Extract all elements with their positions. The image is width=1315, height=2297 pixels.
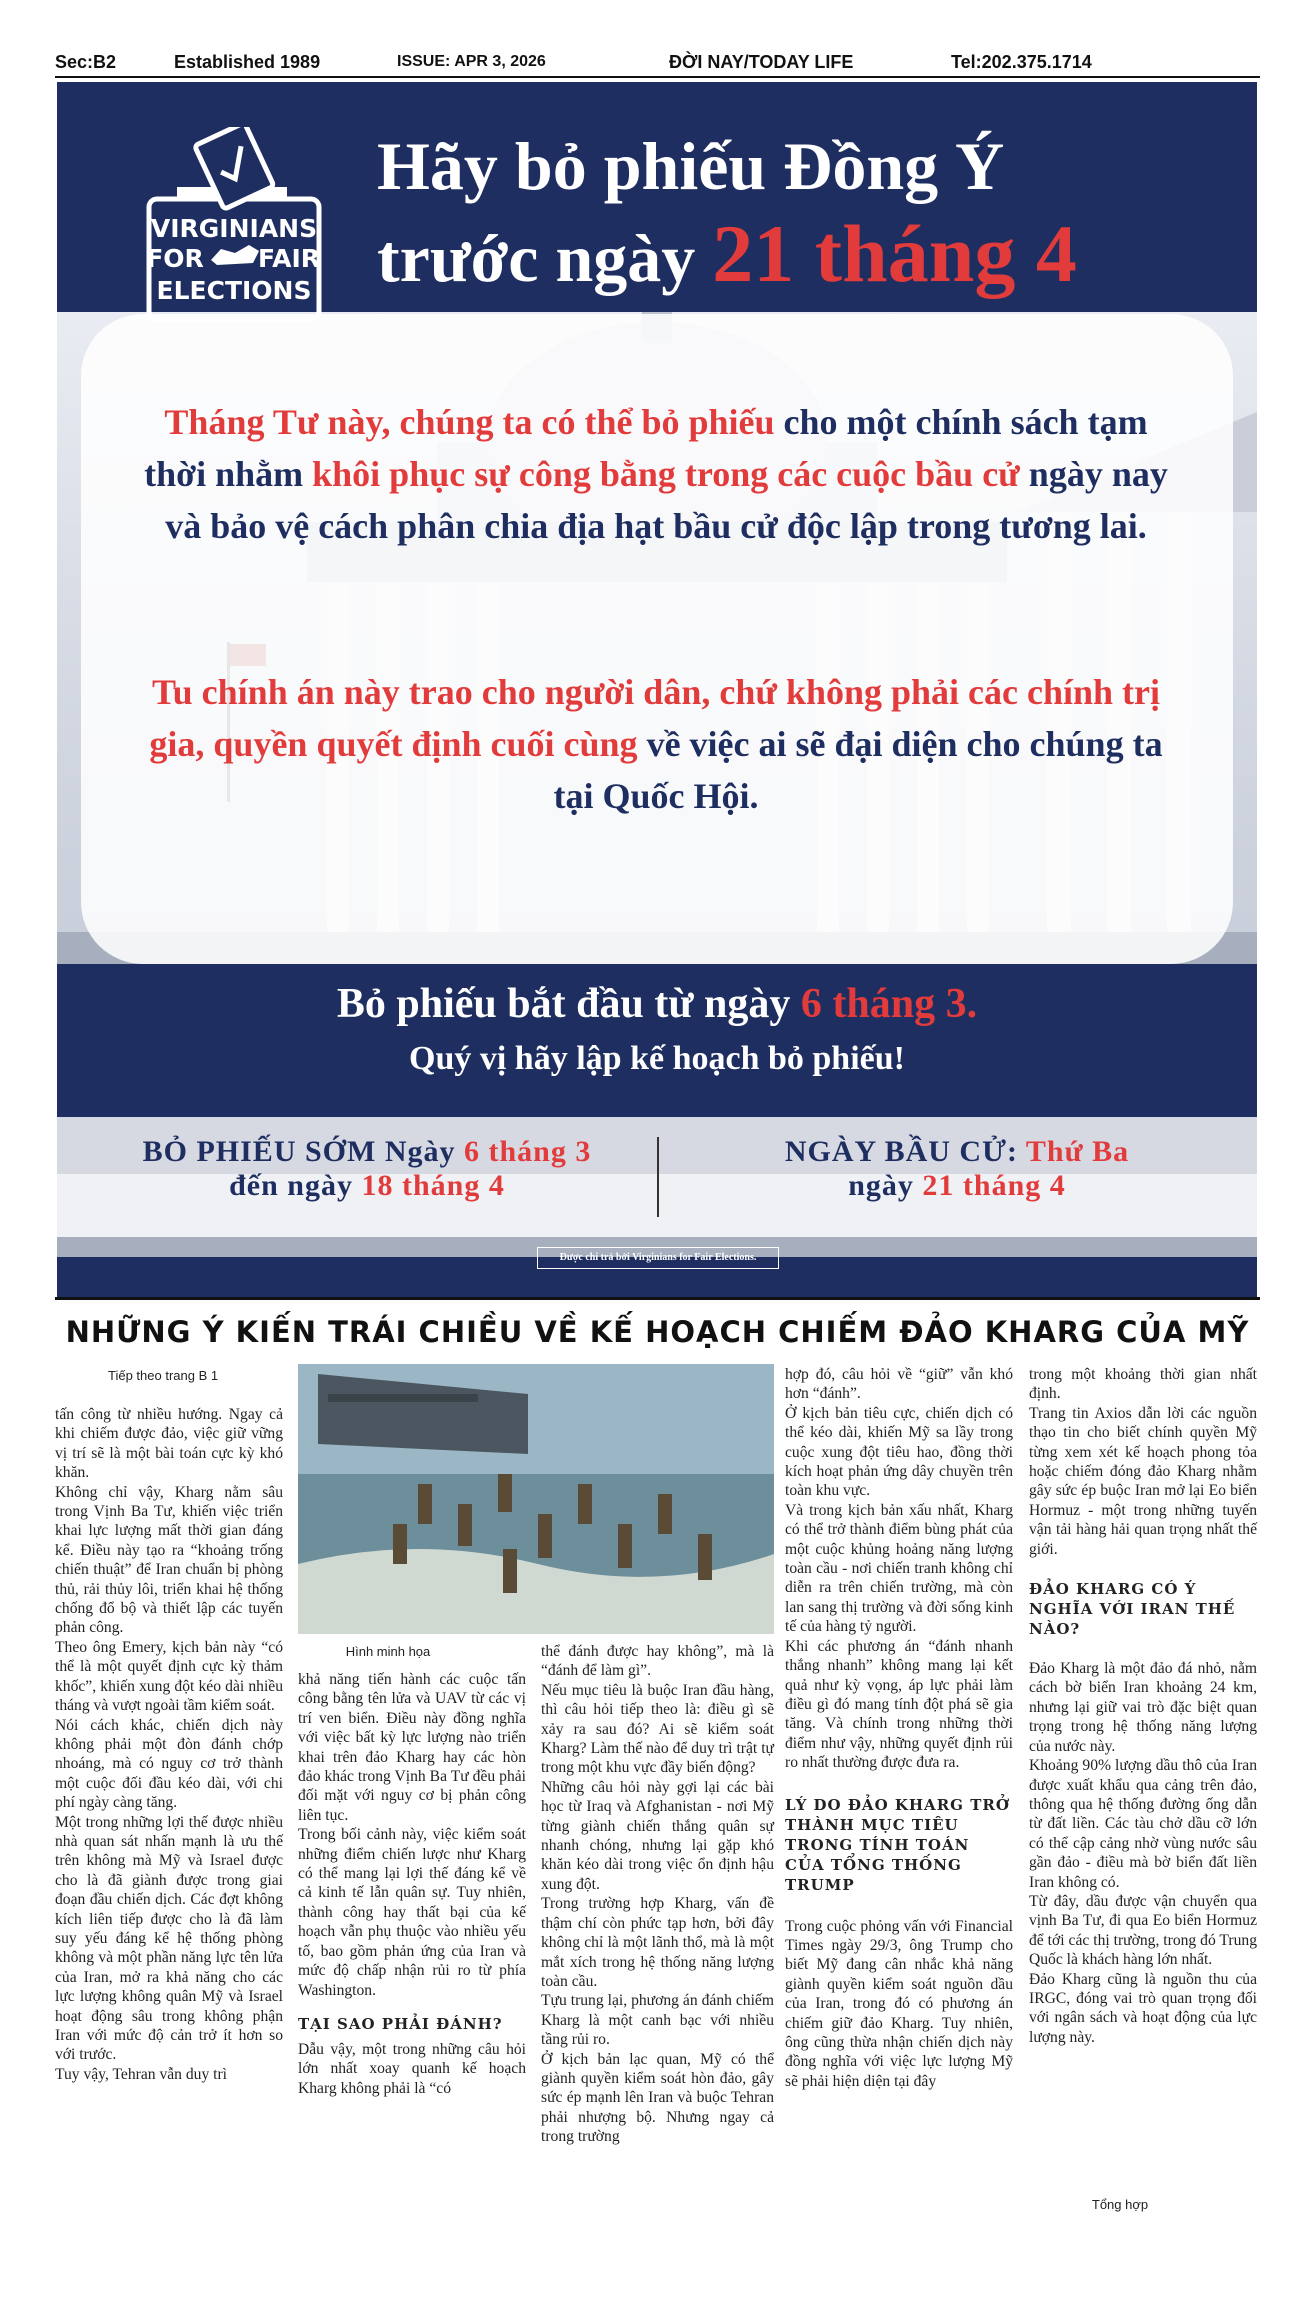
paragraph: Tựu trung lại, phương án đánh chiếm Kharg là một canh bạc với nhiều tầng rủi ro. <box>541 1992 774 2049</box>
vote-start-text: Bỏ phiếu bắt đầu từ ngày <box>336 981 801 1027</box>
paragraph: Trong cuộc phỏng vấn với Financial Times ngày 29/3, ông Trump cho biết Mỹ đang cân nhắc khả năng giành quyền kiểm soát nguồn dầu của Iran, trong đó có phương án chiếm giữ đảo Kharg. Tuy nhiên, ông cũng thừa nhận chiến dịch này đồng nghĩa với việc lực lượng Mỹ sẽ phải hiện diện tại đây <box>785 1917 1013 2090</box>
paragraph: Một trong những lợi thế được nhiều nhà quan sát nhấn mạnh là ưu thế trên không mà Mỹ và Israel được cho là đã giành được trong giai đoạn đầu chiến dịch. Các đợt không kích liên tiếp được cho là đã làm suy yếu đáng kể hệ thống phòng không và một phần năng lực tên lửa của Iran, mở ra khả năng cho các lực lượng không quân Mỹ và Israel hoạt động sâu trong không phận Iran với mức độ cản trở ít hơn so với trước. <box>55 1813 283 2064</box>
paragraph: Ở kịch bản lạc quan, Mỹ có thể giành quyền kiểm soát hòn đảo, gây sức ép mạnh lên Iran và buộc Tehran phải nhượng bộ. Nhưng ngay cả trong trường <box>541 2050 774 2146</box>
paid-for-notice: Được chi trả bởi Virginians for Fair Elections. <box>537 1247 779 1269</box>
logo-line-3: ELECTIONS <box>156 276 312 305</box>
article-column-1 <box>55 1405 283 2084</box>
article-headline: NHỮNG Ý KIẾN TRÁI CHIỀU VỀ KẾ HOẠCH CHIẾM ĐẢO KHARG CỦA MỸ <box>65 1315 1250 1349</box>
ad-title-line-1: Hãy bỏ phiếu Đồng Ý <box>377 128 1005 204</box>
paragraph: Dẫu vậy, một trong những câu hỏi lớn nhất xoay quanh kế hoạch Kharg không phải là “có <box>298 2040 526 2097</box>
article-column-2 <box>298 1670 526 2098</box>
p1-run-2: khôi phục sự công bằng trong các cuộc bầu cử <box>312 454 1020 494</box>
plan-text: Quý vị hãy lập kế hoạch bỏ phiếu! <box>409 1040 905 1077</box>
vote-start-date: 6 tháng 3. <box>800 981 978 1027</box>
established-label: Established 1989 <box>174 52 321 72</box>
ad-title-line-2: trước ngày <box>377 220 713 296</box>
paragraph: Khi các phương án “đánh nhanh thắng nhanh” không mang lại kết quả như kỳ vọng, áp lực phải làm điều gì đó mang tính đột phá sẽ gia tăng. Và chính trong những thời điểm như vậy, những quyết định rủi ro nhất thường được đưa ra. <box>785 1637 1013 1772</box>
logo-line-1: VIRGINIANS <box>150 214 318 243</box>
paragraph: khả năng tiến hành các cuộc tấn công bằng tên lửa và UAV từ các vị trí ven biển. Điều này đồng nghĩa với việc bất kỳ lực lượng nào triển khai trên đảo Kharg hay các hòn đảo khác trong Vịnh Ba Tư đều phải đối mặt với nguy cơ bị phản công liên tục. <box>298 1671 526 1824</box>
article-column-3 <box>541 1642 774 2147</box>
logo-line-2a: FOR <box>146 244 204 273</box>
message-paragraph-1 <box>141 396 1171 552</box>
early-voting: BỎ PHIẾU SỚM Ngày 6 tháng 3 đến ngày 18 tháng 4 <box>142 1135 592 1202</box>
paragraph: Không chỉ vậy, Kharg nằm sâu trong Vịnh Ba Tư, khiến việc triển khai lực lượng mất thời gian đáng kể. Điều này tạo ra “khoảng trống chiến thuật” để Iran chuẩn bị phòng thủ, rải thủy lôi, triển khai hệ thống chống đổ bộ và thiết lập các tuyến phản công. <box>55 1483 283 1637</box>
election-day: NGÀY BẦU CỬ: Thứ Ba ngày 21 tháng 4 <box>784 1135 1130 1202</box>
subheading-why-fight: TẠI SAO PHẢI ĐÁNH? <box>298 2014 503 2033</box>
article-photo <box>298 1364 774 1634</box>
election-weekday: Thứ Ba <box>1017 1135 1130 1168</box>
logo-line-2b: FAIR <box>257 244 321 273</box>
header-rule <box>55 76 1260 78</box>
virginia-shape-icon <box>211 245 259 265</box>
p2-run-1: về việc ai sẽ đại diện cho chúng ta tại Quốc Hội. <box>553 724 1163 816</box>
ad-deadline: 21 tháng 4 <box>712 208 1077 299</box>
p2-run-0: Tu chính án này trao cho người dân, chứ không phải các chính trị gia, quyền quyết định cuối cùng <box>149 672 1161 764</box>
date-panel <box>57 1117 1257 1237</box>
section-label: Sec:B2 <box>55 52 117 72</box>
article-column-4 <box>785 1365 1013 2091</box>
virginians-logo <box>127 127 337 327</box>
photo-caption: Hình minh họa <box>345 1644 431 1659</box>
paragraph: Từ đây, dầu được vận chuyển qua vịnh Ba Tư, đi qua Eo biển Hormuz để tới các thị trường, trong đó Trung Quốc là khách hàng lớn nhất. <box>1029 1892 1257 1969</box>
paragraph: Đảo Kharg là một đảo đá nhỏ, nằm cách bờ biển Iran khoảng 24 km, nhưng lại giữ vai trò đặc biệt quan trọng trong hệ thống năng lượng của nước này. <box>1029 1660 1257 1755</box>
section-rule <box>55 1297 1260 1300</box>
election-day-label: NGÀY BẦU CỬ: <box>784 1135 1018 1168</box>
date-divider <box>657 1137 659 1217</box>
paragraph: Trang tin Axios dẫn lời các nguồn thạo tin cho biết chính quyền Mỹ từng xem xét kế hoạch phong tỏa hoặc chiếm đóng đảo Kharg nhằm gây sức ép buộc Iran mở lại Eo biển Hormuz - một trong những tuyến vận tải hàng hải quan trọng nhất thế giới. <box>1029 1404 1257 1558</box>
paragraph: tấn công từ nhiều hướng. Ngay cả khi chiếm được đảo, việc giữ vững vị trí sẽ là một bài toán cực kỳ khó khăn. <box>55 1406 283 1482</box>
paragraph: trong một khoảng thời gian nhất định. <box>1029 1366 1257 1403</box>
message-panel <box>81 314 1233 964</box>
paragraph: Nếu mục tiêu là buộc Iran đầu hàng, thì câu hỏi tiếp theo là: điều gì sẽ xảy ra sau đó? Ai sẽ kiểm soát Kharg? Làm thế nào để duy trì trật tự trong một khu vực đầy biến động? <box>541 1681 774 1777</box>
p1-run-1: cho một chính sách tạm thời nhằm <box>144 402 1148 494</box>
paragraph: Đảo Kharg cũng là nguồn thu của IRGC, đóng vai trò quan trọng đối với ngân sách và hoạt động của lực lượng này. <box>1029 1970 1257 2046</box>
paragraph: Nói cách khác, chiến dịch này không phải một đòn đánh chớp nhoáng, mà có nguy cơ trở thành một cuộc đối đầu kéo dài, với chi phí ngày càng tăng. <box>55 1716 283 1812</box>
p1-run-3: ngày nay và bảo vệ cách phân chia địa hạt bầu cử độc lập trong tương lai. <box>165 454 1168 546</box>
election-date: 21 tháng 4 <box>922 1169 1066 1202</box>
paragraph: Tuy vậy, Tehran vẫn duy trì <box>55 2065 228 2083</box>
phone-number: Tel:202.375.1714 <box>951 52 1092 72</box>
early-label: BỎ PHIẾU SỚM <box>142 1135 377 1168</box>
subheading-kharg-target: LÝ DO ĐẢO KHARG TRỞ THÀNH MỤC TIÊU TRONG TÍNH TOÁN CỦA TỔNG THỐNG TRUMP <box>785 1795 1010 1894</box>
paragraph: Trong bối cảnh này, việc kiểm soát những điểm chiến lược như Kharg có thể mang lại lợi thế đáng kể về cả kinh tế lẫn quân sự. Tuy nhiên, thành công hay thất bại của kế hoạch vẫn phụ thuộc vào nhiều yếu tố, bao gồm phản ứng của Iran và mức độ chấp nhận rủi ro từ phía Washington. <box>298 1826 526 1999</box>
ad-title <box>377 122 1237 302</box>
ballot-ad <box>57 82 1257 1300</box>
message-paragraph-2 <box>141 666 1171 822</box>
early-from: 6 tháng 3 <box>464 1135 592 1168</box>
paragraph: Những câu hỏi này gợi lại các bài học từ Iraq và Afghanistan - nơi Mỹ từng giành chiến thắng quân sự nhanh chóng, nhưng lại gặp khó khăn kéo dài trong việc ổn định hậu xung đột. <box>541 1778 774 1893</box>
article-credit: Tổng hợp <box>1091 2197 1149 2212</box>
p1-run-0: Tháng Tư này, chúng ta có thể bỏ phiếu <box>164 402 775 442</box>
paragraph: thể đánh được hay không”, mà là “đánh để làm gì”. <box>541 1643 774 1680</box>
paragraph: Ở kịch bản tiêu cực, chiến dịch có thể kéo dài, khiến Mỹ sa lầy trong cuộc xung đột tiêu hao, đồng thời kích hoạt phản ứng dây chuyền trên toàn khu vực. <box>785 1404 1013 1500</box>
issue-date: ISSUE: APR 3, 2026 <box>397 53 546 70</box>
paragraph: hợp đó, câu hỏi về “giữ” vẫn khó hơn “đánh”. <box>785 1366 1013 1403</box>
paragraph: Khoảng 90% lượng dầu thô của Iran được xuất khẩu qua cảng trên đảo, thông qua hệ thống đường ống dẫn từ đất liền. Các tàu chở dầu cỡ lớn có thể cập cảng nhờ vùng nước sâu gần đảo - điều mà bờ biển đất liền Iran không có. <box>1029 1757 1257 1891</box>
early-to: 18 tháng 4 <box>361 1169 505 1202</box>
masthead <box>55 52 1260 74</box>
paragraph: Và trong kịch bản xấu nhất, Kharg có thể trở thành điểm bùng phát của một cuộc khủng hoảng năng lượng toàn cầu - nơi chiến tranh không chỉ diễn ra trên chiến trường, mà còn lan sang thị trường và đời sống kinh tế của hàng tỷ người. <box>785 1501 1013 1636</box>
paragraph: Trong trường hợp Kharg, vấn đề thậm chí còn phức tạp hơn, bởi đây không chỉ là một lãnh thổ, mà là một mắt xích trong hệ thống năng lượng toàn cầu. <box>541 1895 774 1990</box>
paragraph: Theo ông Emery, kịch bản này “có thể là một quyết định cực kỳ thảm khốc”, khiến xung đột kéo dài nhiều tháng và vượt ngoài tầm kiểm soát. <box>55 1638 283 1715</box>
paper-name: ĐỜI NAY/TODAY LIFE <box>669 52 854 72</box>
article-column-5 <box>1029 1365 1257 2047</box>
continued-note: Tiếp theo trang B 1 <box>108 1368 219 1383</box>
subheading-kharg-meaning: ĐẢO KHARG CÓ Ý NGHĨA VỚI IRAN THẾ NÀO? <box>1029 1580 1236 1639</box>
